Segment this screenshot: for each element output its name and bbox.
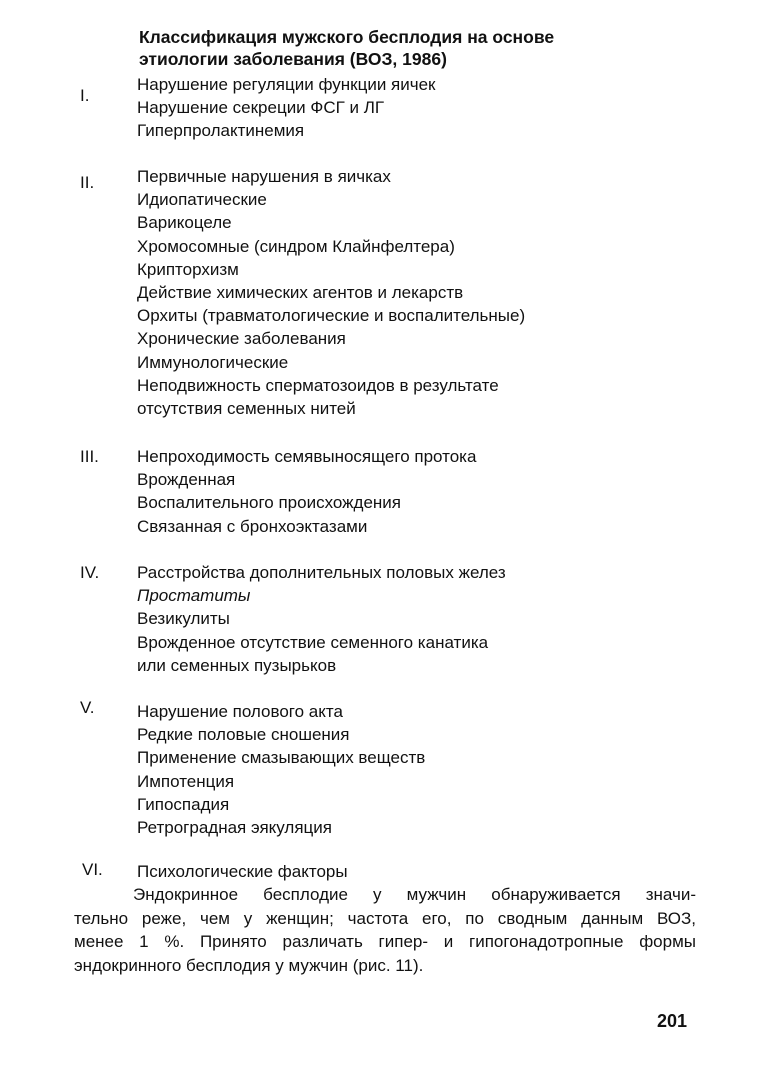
list-item: Нарушение полового акта <box>137 702 343 721</box>
list-item: Расстройства дополнительных половых желез <box>137 563 506 582</box>
page-number: 201 <box>656 1011 687 1031</box>
list-item: Нарушение регуляции функции яичек <box>137 75 436 94</box>
paragraph-line: эндокринного бесплодия у мужчин (рис. 11). <box>74 955 424 975</box>
list-item: Неподвижность сперматозоидов в результате <box>137 375 499 395</box>
list-item: Хромосомные (синдром Клайнфелтера) <box>137 236 455 256</box>
group-items <box>137 700 697 839</box>
list-item: отсутствия семенных нитей <box>137 399 356 419</box>
list-item: Редкие половые сношения <box>137 725 350 745</box>
title-line-1: Классификация мужского бесплодия на основе <box>139 27 555 47</box>
list-item: Крипторхизм <box>137 259 239 279</box>
body-paragraph <box>74 883 696 977</box>
classification-title <box>139 26 659 70</box>
list-item: Воспалительного происхождения <box>137 493 401 513</box>
group-items <box>137 165 697 420</box>
group-items <box>137 561 697 677</box>
paragraph-line: тельно реже, чем у женщин; частота его, по сводным данным ВОЗ, <box>74 908 696 928</box>
list-item: Действие химических агентов и лекарств <box>137 283 464 303</box>
group-numeral: VI. <box>82 860 103 879</box>
list-item: Нарушение секреции ФСГ и ЛГ <box>137 98 385 118</box>
list-item: Импотенция <box>137 771 235 791</box>
list-item: Варикоцеле <box>137 213 232 233</box>
group-numeral: III. <box>80 447 99 466</box>
list-item: Орхиты (травматологические и воспалительные) <box>137 306 526 326</box>
list-item: Идиопатические <box>137 190 267 210</box>
list-item: Врожденная <box>137 470 236 490</box>
title-line-2: этиологии заболевания (ВОЗ, 1986) <box>139 49 447 69</box>
group-items <box>137 445 697 538</box>
list-item: Врожденное отсутствие семенного канатика <box>137 632 489 652</box>
group-numeral: IV. <box>80 563 100 582</box>
list-item: Ретроградная эякуляция <box>137 818 332 838</box>
list-item: Связанная с бронхоэктазами <box>137 516 368 536</box>
group-numeral: V. <box>80 698 95 717</box>
list-item: Первичные нарушения в яичках <box>137 167 391 186</box>
list-item: Психологические факторы <box>137 862 348 881</box>
group-items <box>137 73 697 143</box>
paragraph-line: менее 1 %. Принято различать гипер- и гипогонадотропные формы <box>74 932 696 951</box>
list-item: Иммунологические <box>137 352 289 372</box>
group-numeral: II. <box>80 173 95 192</box>
list-item: Применение смазывающих веществ <box>137 748 426 768</box>
list-item: Гиперпролактинемия <box>137 121 305 141</box>
list-item: Гипоспадия <box>137 794 230 814</box>
list-item: Простатиты <box>137 586 251 606</box>
list-item: Непроходимость семявыносящего протока <box>137 447 477 466</box>
list-item: Везикулиты <box>137 609 230 629</box>
list-item: Хронические заболевания <box>137 329 346 349</box>
list-item: или семенных пузырьков <box>137 655 337 675</box>
group-items <box>137 860 697 883</box>
paragraph-line: Эндокринное бесплодие у мужчин обнаруживается значи- <box>133 885 696 904</box>
group-numeral: I. <box>80 86 90 105</box>
